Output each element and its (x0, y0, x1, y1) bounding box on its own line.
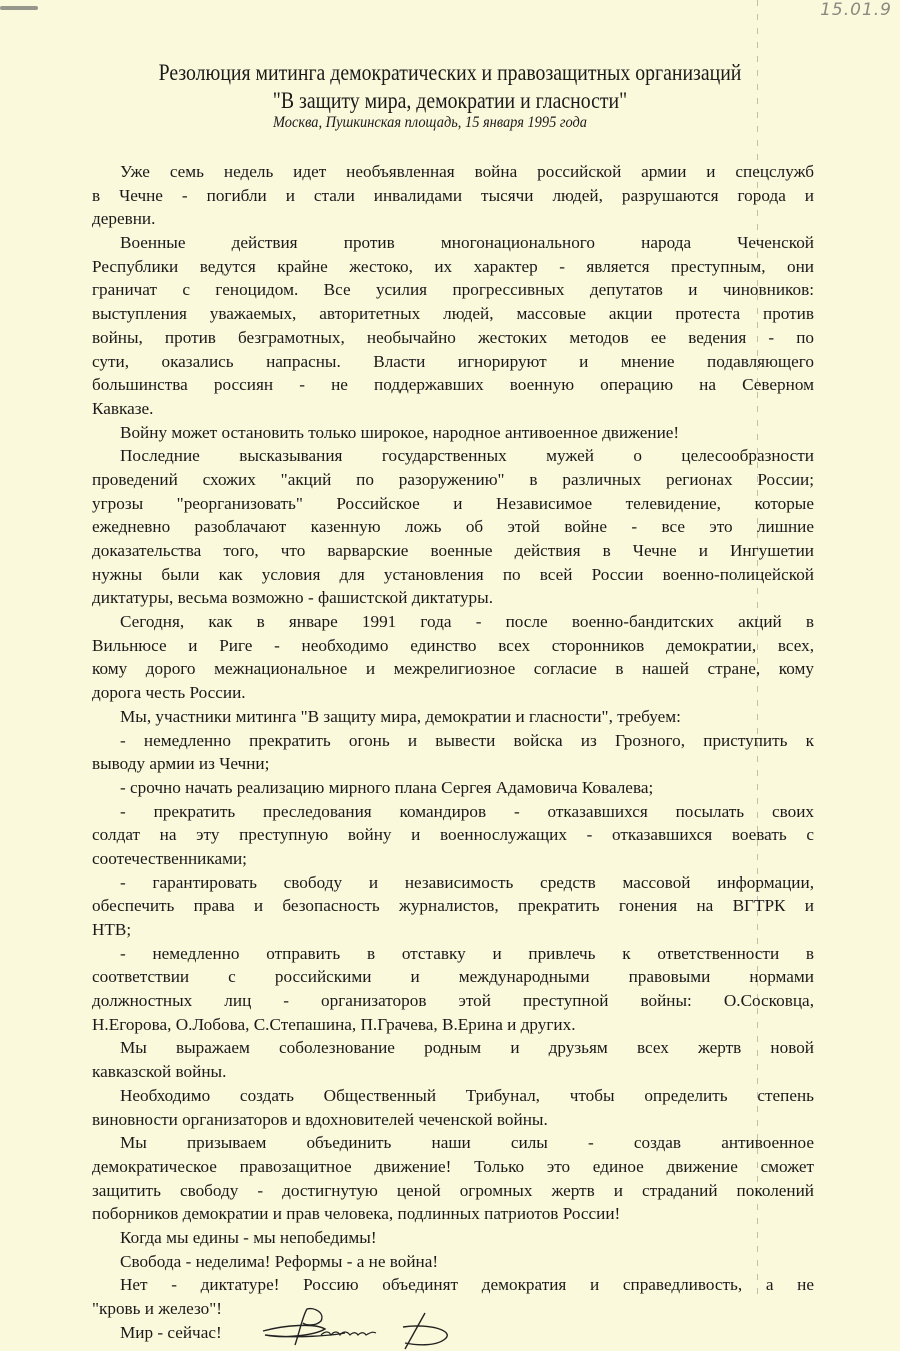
paragraph (92, 1036, 814, 1083)
text-line: НТВ; (92, 920, 132, 939)
text-line: должностных лиц - организаторов этой преступной войны: О.Сосковца, (92, 991, 814, 1011)
text-line: нужны были как условия для установления по всей России военно-полицейской (92, 564, 814, 584)
paragraph (92, 1131, 814, 1226)
text-line: Когда мы едины - мы непобедимы! (120, 1227, 377, 1247)
text-line: Нет - диктатуре! Россию объединят демократия и справедливость, а не (120, 1275, 814, 1295)
text-line: Необходимо создать Общественный Трибунал, чтобы определить степень (120, 1085, 814, 1105)
text-line: Мир - сейчас! (120, 1322, 222, 1342)
text-line: Н.Егорова, О.Лобова, С.Степашина, П.Грачева, В.Ерина и других. (92, 1014, 576, 1034)
handwritten-date-note: 15.01.9 (820, 0, 892, 20)
text-line: доказательства того, что варварские военные действия в Чечне и Ингушетии (92, 541, 814, 560)
paragraph (92, 160, 814, 231)
paragraph (92, 1226, 814, 1250)
paragraph (92, 729, 814, 776)
text-line: деревни. (92, 209, 156, 229)
text-line: Мы призываем объединить наши силы - создав антивоенное (120, 1133, 814, 1153)
text-line: обеспечить права и безопасность журналистов, прекратить гонения на ВГТРК и (92, 896, 814, 916)
text-line: виновности организаторов и вдохновителей чеченской войны. (92, 1109, 548, 1129)
text-line: Вильнюсе и Риге - необходимо единство всех сторонников демократии, всех, (92, 635, 814, 655)
text-line: Республики ведутся крайне жестоко, их характер - является преступным, они (92, 256, 814, 276)
text-line: Войну может остановить только широкое, народное антивоенное движение! (120, 422, 680, 442)
text-line: "кровь и железо"! (92, 1299, 223, 1318)
document-body (92, 160, 814, 1344)
text-line: проведений схожих "акций по разоружению" в различных регионах России; (92, 469, 814, 489)
text-line: большинства россиян - не поддержавших военную операцию на Северном (92, 375, 814, 395)
text-line: демократическое правозащитное движение! Только это единое движение сможет (92, 1156, 814, 1176)
text-line: кавказской войны. (92, 1062, 227, 1082)
document-subtitle: "В защиту мира, демократии и гласности" (272, 88, 628, 113)
text-line: дорога честь России. (92, 683, 246, 703)
text-line: граничат с геноцидом. Все усилия прогрессивных депутатов и чиновников: (92, 280, 814, 300)
text-line: поборников демократии и прав человека, подлинных патриотов России! (92, 1204, 621, 1224)
paragraph (92, 610, 814, 705)
text-line: Военные действия против многонационального народа Чеченской (120, 233, 814, 253)
text-line: Сегодня, как в январе 1991 года - после военно-бандитских акций в (120, 612, 814, 632)
text-line: Кавказе. (92, 398, 154, 418)
text-line: защитить свободу - достигнутую ценой огромных жертв и страданий поколений (92, 1180, 814, 1200)
text-line: войны, против безграмотных, необычайно жестоких методов ее ведения - по (92, 327, 814, 347)
text-line: соответствии с российскими и международными правовыми нормами (92, 967, 814, 987)
place-and-date: Москва, Пушкинская площадь, 15 января 1995 года (272, 114, 587, 131)
text-line: сути, оказались напрасны. Власти игнорируют и мнение подавляющего (92, 351, 814, 371)
document-title: Резолюция митинга демократических и правозащитных организаций (158, 60, 742, 85)
paragraph (92, 1084, 814, 1131)
text-line: Уже семь недель идет необъявленная война российской армии и спецслужб (120, 162, 814, 181)
paragraph (92, 942, 814, 1037)
paragraph (92, 800, 814, 871)
paragraph (92, 421, 814, 445)
text-line: Свобода - неделима! Реформы - а не война! (120, 1251, 439, 1271)
text-line: - немедленно отправить в отставку и привлечь к ответственности в (120, 943, 814, 963)
text-line: - прекратить преследования командиров - отказавшихся посылать своих (120, 801, 814, 821)
paragraph (92, 1250, 814, 1274)
text-line: кому дорого межнациональное и межрелигиозное согласие в нашей стране, кому (92, 659, 814, 679)
text-line: соотечественниками; (92, 848, 247, 868)
text-line: Мы, участники митинга "В защиту мира, демократии и гласности", требуем: (120, 706, 681, 726)
text-line: Мы выражаем соболезнование родным и друзьям всех жертв новой (120, 1038, 814, 1058)
text-line: в Чечне - погибли и стали инвалидами тысячи людей, разрушаются города и (92, 185, 814, 205)
text-line: выводу армии из Чечни; (92, 754, 270, 774)
text-line: выступления уважаемых, авторитетных людей, массовые акции протеста против (92, 304, 814, 324)
scan-smudge (0, 6, 38, 10)
paragraph (92, 776, 814, 800)
text-line: - гарантировать свободу и независимость средств массовой информации, (120, 872, 814, 892)
text-line: - срочно начать реализацию мирного плана Сергея Адамовича Ковалева; (120, 777, 654, 797)
text-line: солдат на эту преступную войну и военнослужащих - отказавшихся воевать с (92, 825, 814, 845)
paragraph (92, 705, 814, 729)
text-line: угрозы "реорганизовать" Российское и Независимое телевидение, которые (92, 493, 814, 513)
paragraph (92, 444, 814, 610)
text-line: диктатуры, весьма возможно - фашистской диктатуры. (92, 588, 494, 608)
text-line: ежедневно разоблачают казенную ложь об этой войне - все это лишние (92, 517, 814, 537)
text-line: Последние высказывания государственных мужей о целесообразности (120, 446, 814, 466)
paragraph (92, 871, 814, 942)
signature (255, 1305, 465, 1351)
paragraph (92, 231, 814, 421)
text-line: - немедленно прекратить огонь и вывести войска из Грозного, приступить к (120, 730, 814, 750)
